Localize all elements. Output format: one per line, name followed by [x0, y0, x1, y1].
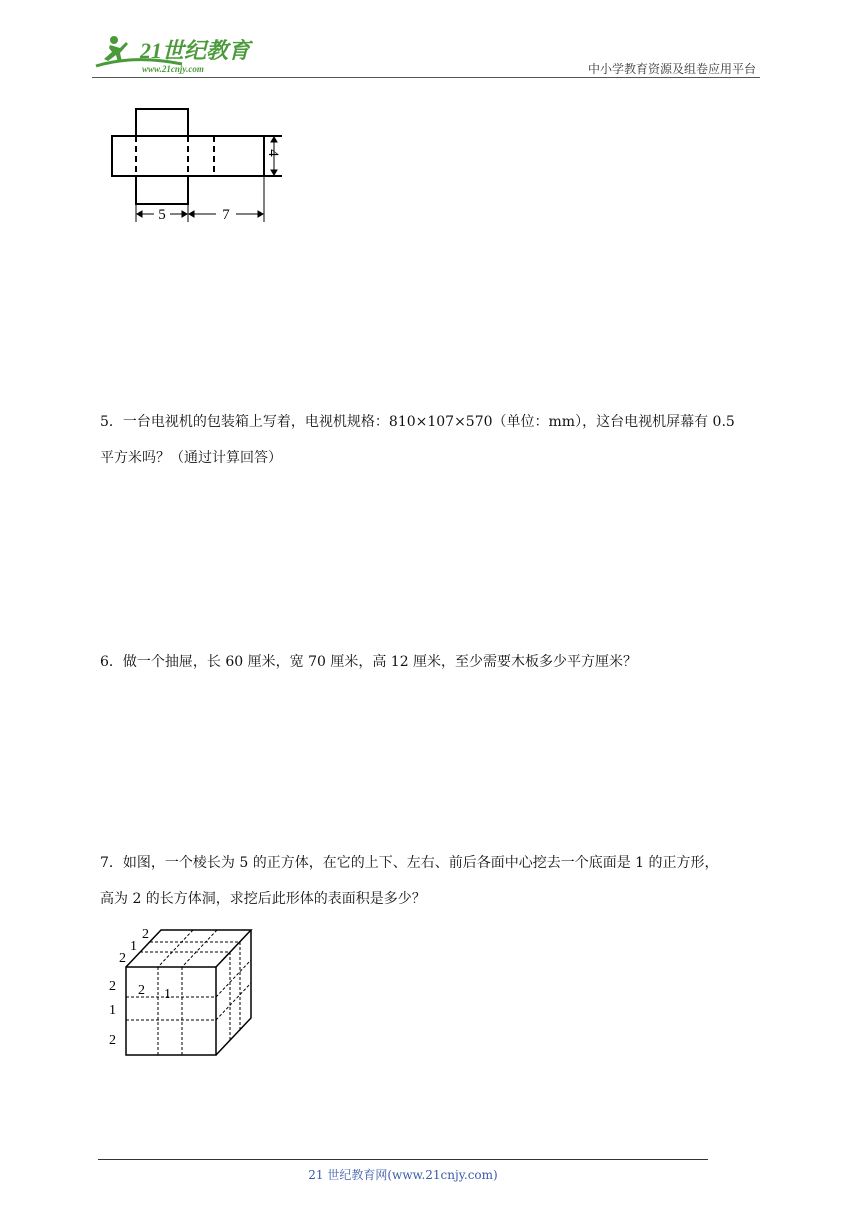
cube-inner-label-1: 2	[138, 983, 145, 998]
cube-top-label-2: 1	[130, 939, 137, 954]
logo-sub-text: www.21cnjy.com	[142, 64, 204, 74]
question-7-line-2: 高为 2 的长方体洞，求挖后此形体的表面积是多少？	[100, 891, 426, 907]
footer-site-link[interactable]: 21 世纪教育网(www.21cnjy.com)	[308, 1168, 498, 1182]
question-5	[100, 404, 760, 476]
logo-main-text: 21世纪教育	[140, 38, 251, 63]
cube-left-label-2: 1	[109, 1003, 116, 1018]
question-5-line-1: 5．一台电视机的包装箱上写着，电视机规格：810×107×570（单位：mm），这台电视机屏幕有 0.5	[100, 414, 735, 430]
question-7	[100, 845, 760, 917]
site-logo	[92, 32, 262, 78]
question-6	[100, 644, 760, 680]
net-label-7: 7	[222, 207, 230, 223]
net-label-4: 4	[265, 149, 281, 157]
cube-top-label-1: 2	[142, 927, 149, 942]
net-label-5: 5	[158, 207, 166, 223]
header-divider	[92, 77, 760, 78]
cube-top-label-3: 2	[119, 951, 126, 966]
net-bottom-face	[136, 176, 188, 204]
footer-divider	[98, 1159, 708, 1160]
cube-figure	[104, 922, 264, 1062]
cube-inner-label-2: 1	[164, 987, 171, 1002]
cube-left-label-1: 2	[109, 979, 116, 994]
net-top-face	[136, 109, 188, 136]
question-7-line-1: 7．如图，一个棱长为 5 的正方体，在它的上下、左右、前后各面中心挖去一个底面是 1 的正方形，	[100, 855, 719, 871]
cuboid-net-figure	[106, 104, 296, 224]
question-6-line-1: 6．做一个抽屉，长 60 厘米，宽 70 厘米，高 12 厘米，至少需要木板多少平方厘米？	[100, 654, 638, 670]
cube-left-label-3: 2	[109, 1033, 116, 1048]
header-platform-name: 中小学教育资源及组卷应用平台	[587, 62, 756, 76]
cube-front-face	[126, 967, 216, 1055]
question-5-line-2: 平方米吗？（通过计算回答）	[100, 450, 282, 466]
